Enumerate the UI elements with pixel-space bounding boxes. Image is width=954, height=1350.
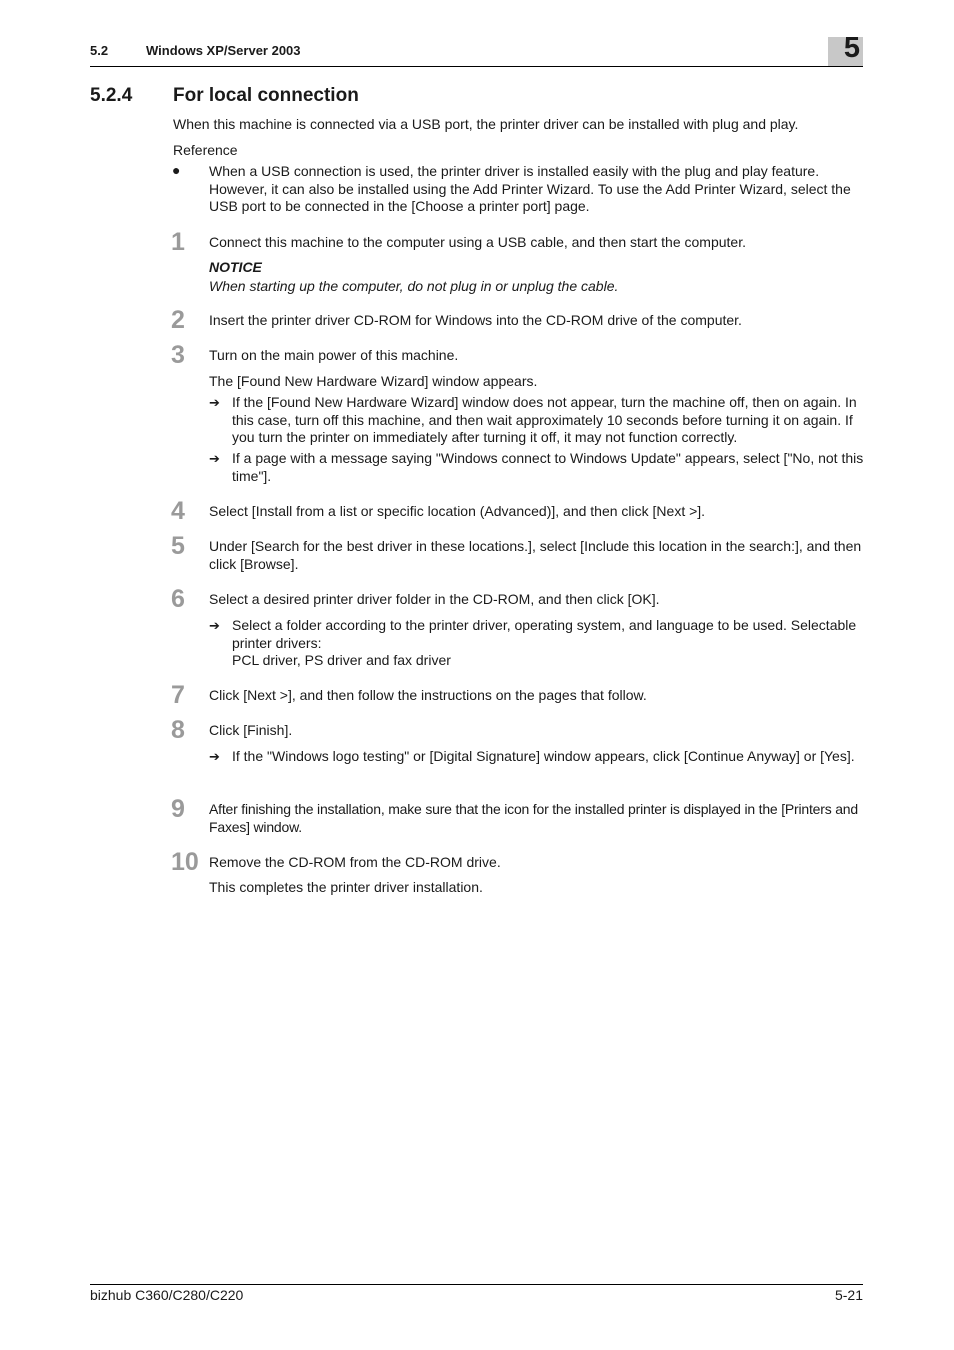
step-number: 9 [171, 795, 185, 823]
reference-label: Reference [173, 142, 238, 158]
driver-list: PCL driver, PS driver and fax driver [232, 652, 451, 668]
step-text: After finishing the installation, make sure that the icon for the installed printer is displayed in the [Printers and Faxes] window. [209, 801, 858, 835]
page-footer [90, 1284, 863, 1303]
chapter-number: 5 [843, 32, 860, 64]
step-text: Click [Finish]. [209, 722, 293, 738]
step-number: 8 [171, 716, 185, 744]
step-text: Under [Search for the best driver in these locations.], select [Include this location in the search:], and then click [Browse]. [209, 538, 862, 572]
arrow-icon: ➔ [209, 395, 220, 410]
footer-page-number: 5-21 [834, 1287, 863, 1303]
step-number: 5 [171, 532, 185, 560]
notice-title: NOTICE [209, 259, 262, 275]
page-header [90, 32, 863, 67]
step-text: Insert the printer driver CD-ROM for Windows into the CD-ROM drive of the computer. [209, 312, 742, 328]
section-heading [90, 85, 359, 107]
arrow-note: If the [Found New Hardware Wizard] window does not appear, turn the machine off, then on again. In this case, turn off this machine, and then wait approximately 10 seconds before turning it on again. If you turn the printer on immediately after turning it off, it may not function correctly. [232, 394, 857, 445]
footer-model: bizhub C360/C280/C220 [90, 1287, 244, 1303]
step-result: This completes the printer driver installation. [209, 879, 483, 895]
section-title: For local connection [173, 85, 359, 106]
bullet-icon: ● [172, 162, 181, 178]
step-result: The [Found New Hardware Wizard] window appears. [209, 373, 538, 389]
step-text: Click [Next >], and then follow the instructions on the pages that follow. [209, 687, 647, 703]
notice-text: When starting up the computer, do not plug in or unplug the cable. [209, 278, 619, 294]
arrow-note: Select a folder according to the printer driver, operating system, and language to be used. Selectable printer drivers: [232, 617, 857, 651]
arrow-icon: ➔ [209, 749, 220, 764]
intro-paragraph: When this machine is connected via a USB port, the printer driver can be installed with plug and play. [173, 116, 799, 132]
step-number: 2 [171, 306, 185, 334]
chapter-tab [828, 32, 863, 66]
step-number: 6 [171, 585, 185, 613]
arrow-icon: ➔ [209, 451, 220, 466]
step-text: Select [Install from a list or specific location (Advanced)], and then click [Next >]. [209, 503, 706, 519]
step-number: 3 [171, 341, 185, 369]
step-text: Turn on the main power of this machine. [209, 347, 459, 363]
reference-text: When a USB connection is used, the printer driver is installed easily with the plug and play feature. However, it can also be installed using the Add Printer Wizard. To use the Add Printer Wizard, select the USB port to be connected in the [Choose a printer port] page. [209, 163, 851, 214]
arrow-note: If a page with a message saying "Windows connect to Windows Update" appears, select ["No, not this time"]. [232, 450, 864, 484]
step-number: 4 [171, 497, 185, 525]
arrow-icon: ➔ [209, 618, 220, 633]
header-section-title: Windows XP/Server 2003 [146, 43, 301, 58]
step-number: 10 [171, 848, 199, 876]
header-section-number: 5.2 [90, 43, 109, 58]
arrow-note: If the "Windows logo testing" or [Digital Signature] window appears, click [Continue Anyway] or [Yes]. [232, 748, 855, 764]
step-number: 1 [171, 228, 185, 256]
step-text: Select a desired printer driver folder in the CD-ROM, and then click [OK]. [209, 591, 660, 607]
section-number: 5.2.4 [90, 85, 133, 106]
step-number: 7 [171, 681, 185, 709]
step-text: Connect this machine to the computer using a USB cable, and then start the computer. [209, 234, 746, 250]
step-text: Remove the CD-ROM from the CD-ROM drive. [209, 854, 501, 870]
